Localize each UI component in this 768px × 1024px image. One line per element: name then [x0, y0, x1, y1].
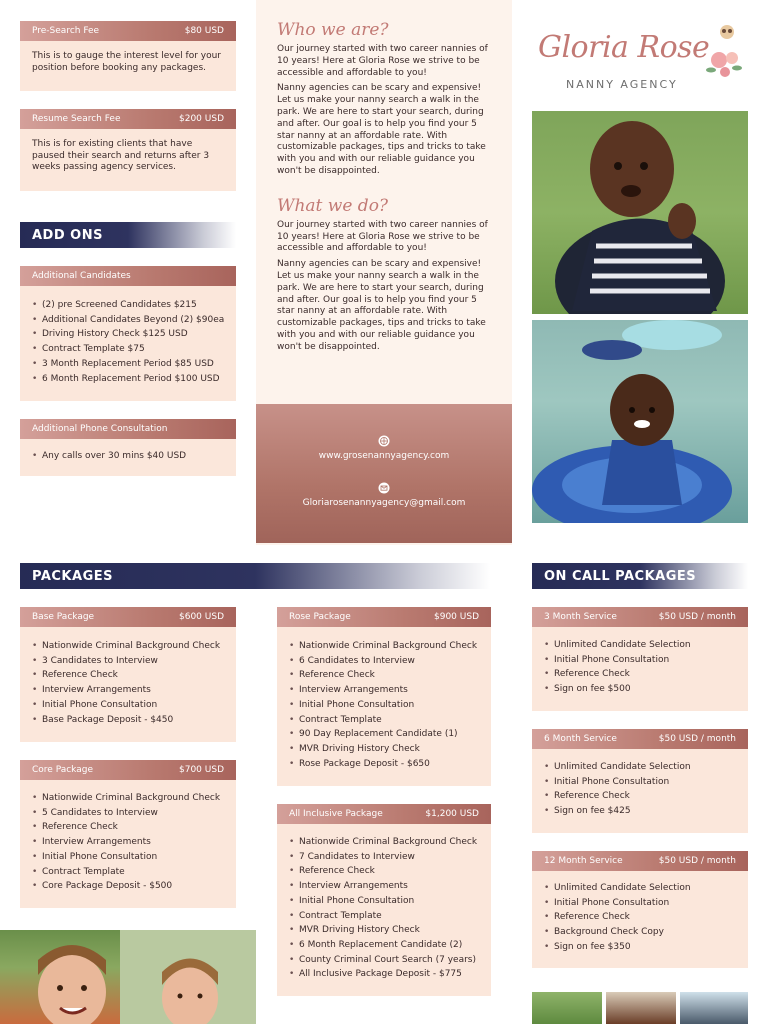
- list-item: • Nationwide Criminal Background Check: [289, 639, 481, 654]
- logo-wordmark: Gloria Rose: [538, 30, 710, 65]
- package-title: Core Package: [32, 765, 93, 775]
- list-item: • Initial Phone Consultation: [544, 653, 738, 668]
- list-item: • 90 Day Replacement Candidate (1): [289, 727, 481, 742]
- list-item: • Interview Arrangements: [289, 683, 481, 698]
- photo-thumb-child: [606, 992, 676, 1024]
- packages-title: PACKAGES: [20, 563, 490, 589]
- photo-thumb-bike: [532, 992, 602, 1024]
- list-item: • Core Package Deposit - $500: [32, 879, 226, 894]
- list-item: • MVR Driving History Check: [289, 923, 481, 938]
- pre-search-fee-header: [20, 21, 236, 41]
- what-paragraph-2: Nanny agencies can be scary and expensive! Let us make your nanny search a walk in the park. We are here to start your search, during and after. Our goal is to help you find your 5 star nanny at an affordable rate. With customizable packages, tips and tricks to take with you and with our reliable guidance you won't be disappointed.: [277, 259, 486, 352]
- list-item: • Interview Arrangements: [32, 683, 226, 698]
- fee-price: $80 USD: [184, 26, 224, 36]
- base-package-header: [20, 607, 236, 627]
- service-price: $50 USD / month: [658, 856, 736, 866]
- twelve-month-service-body: [532, 871, 748, 968]
- list-item: • 3 Candidates to Interview: [32, 654, 226, 669]
- addon-title: Additional Phone Consultation: [32, 424, 168, 434]
- base-package-body: [20, 627, 236, 742]
- list-item: • County Criminal Court Search (7 years): [289, 953, 481, 968]
- who-we-are-heading: Who we are?: [277, 20, 389, 40]
- list-item: • Reference Check: [289, 864, 481, 879]
- list-item: • Initial Phone Consultation: [544, 896, 738, 911]
- list-item: • Reference Check: [544, 910, 738, 925]
- package-title: All Inclusive Package: [289, 809, 383, 819]
- list-item: • Sign on fee $500: [544, 682, 738, 697]
- service-price: $50 USD / month: [658, 612, 736, 622]
- mail-icon: [378, 482, 390, 494]
- about-column: [256, 0, 512, 404]
- core-package-body: [20, 780, 236, 908]
- phone-consultation-header: [20, 419, 236, 439]
- flower-icon: [705, 20, 745, 80]
- list-item: • Reference Check: [289, 668, 481, 683]
- list-item: • Additional Candidates Beyond (2) $90ea: [32, 313, 226, 328]
- fee-title: Resume Search Fee: [32, 114, 121, 124]
- list-item: • Interview Arrangements: [289, 879, 481, 894]
- fee-description: This is to gauge the interest level for your position before booking any packages.: [32, 51, 221, 73]
- contact-block: [256, 404, 512, 543]
- package-price: $1,200 USD: [425, 809, 479, 819]
- fee-price: $200 USD: [179, 114, 224, 124]
- list-item: • Initial Phone Consultation: [544, 775, 738, 790]
- three-month-service-body: [532, 627, 748, 711]
- logo: [530, 20, 745, 96]
- list-item: • Reference Check: [32, 820, 226, 835]
- list-item: • 3 Month Replacement Period $85 USD: [32, 357, 226, 372]
- service-title: 12 Month Service: [544, 856, 623, 866]
- addon-title: Additional Candidates: [32, 271, 131, 281]
- package-price: $700 USD: [179, 765, 224, 775]
- additional-candidates-header: [20, 266, 236, 286]
- service-title: 6 Month Service: [544, 734, 617, 744]
- service-title: 3 Month Service: [544, 612, 617, 622]
- list-item: • Initial Phone Consultation: [32, 698, 226, 713]
- list-item: • Contract Template: [289, 713, 481, 728]
- list-item: • Sign on fee $350: [544, 940, 738, 955]
- fee-description: This is for existing clients that have paused their search and returns after 3 weeks passing agency services.: [32, 139, 210, 172]
- list-item: • 5 Candidates to Interview: [32, 806, 226, 821]
- pre-search-fee-body: [20, 41, 236, 91]
- six-month-service-body: [532, 749, 748, 833]
- three-month-service-header: [532, 607, 748, 627]
- photo-thumb-outdoor: [680, 992, 748, 1024]
- what-we-do-heading: What we do?: [277, 195, 389, 216]
- photo-toddler-park: [532, 111, 748, 314]
- list-item: • Contract Template: [289, 909, 481, 924]
- list-item: • Unlimited Candidate Selection: [544, 638, 738, 653]
- on-call-packages-title: ON CALL PACKAGES: [532, 563, 748, 589]
- all-inclusive-package-header: [277, 804, 491, 824]
- list-item: • 6 Month Replacement Candidate (2): [289, 938, 481, 953]
- list-item: • Background Check Copy: [544, 925, 738, 940]
- six-month-service-header: [532, 729, 748, 749]
- list-item: • Nationwide Criminal Background Check: [32, 639, 226, 654]
- list-item: • Initial Phone Consultation: [32, 850, 226, 865]
- list-item: • Rose Package Deposit - $650: [289, 757, 481, 772]
- list-item: • Contract Template: [32, 865, 226, 880]
- additional-candidates-body: [20, 286, 236, 401]
- list-item: • Nationwide Criminal Background Check: [289, 835, 481, 850]
- all-inclusive-package-body: [277, 824, 491, 996]
- photo-boys-playground: [0, 930, 256, 1024]
- list-item: • Interview Arrangements: [32, 835, 226, 850]
- list-item: • Base Package Deposit - $450: [32, 713, 226, 728]
- globe-icon: [378, 435, 390, 447]
- twelve-month-service-header: [532, 851, 748, 871]
- list-item: • Reference Check: [544, 667, 738, 682]
- package-price: $600 USD: [179, 612, 224, 622]
- list-item: • All Inclusive Package Deposit - $775: [289, 967, 481, 982]
- service-price: $50 USD / month: [658, 734, 736, 744]
- list-item: • (2) pre Screened Candidates $215: [32, 298, 226, 313]
- rose-package-body: [277, 627, 491, 786]
- phone-consultation-body: [20, 439, 236, 476]
- list-item: • Contract Template $75: [32, 342, 226, 357]
- what-paragraph-1: Our journey started with two career nannies of 10 years! Here at Gloria Rose we strive to be accessible and affordable to you!: [277, 219, 488, 254]
- rose-package-header: [277, 607, 491, 627]
- list-item: • 7 Candidates to Interview: [289, 850, 481, 865]
- list-item: • 6 Month Replacement Period $100 USD: [32, 372, 226, 387]
- resume-search-fee-body: [20, 129, 236, 191]
- fee-title: Pre-Search Fee: [32, 26, 100, 36]
- list-item: • Initial Phone Consultation: [289, 698, 481, 713]
- list-item: • Reference Check: [544, 789, 738, 804]
- photo-girl-pool: [532, 320, 748, 523]
- list-item: • Sign on fee $425: [544, 804, 738, 819]
- package-title: Rose Package: [289, 612, 351, 622]
- core-package-header: [20, 760, 236, 780]
- website-link[interactable]: www.grosenannyagency.com: [318, 451, 450, 461]
- list-item: • Reference Check: [32, 668, 226, 683]
- package-price: $900 USD: [434, 612, 479, 622]
- resume-search-fee-header: [20, 109, 236, 129]
- list-item: • 6 Candidates to Interview: [289, 654, 481, 669]
- add-ons-title: ADD ONS: [20, 222, 236, 248]
- who-paragraph-2: Nanny agencies can be scary and expensive! Let us make your nanny search a walk in the park. We are here to start your search, during and after. Our goal is to help you find your 5 star nanny at an affordable rate. With customizable packages, tips and tricks to take with you and with our reliable guidance you won't be disappointed.: [277, 83, 486, 176]
- email-link[interactable]: Gloriarosenannyagency@gmail.com: [302, 498, 466, 508]
- package-title: Base Package: [32, 612, 95, 622]
- who-paragraph-1: Our journey started with two career nannies of 10 years! Here at Gloria Rose we strive to be accessible and affordable to you!: [277, 44, 488, 78]
- list-item: • MVR Driving History Check: [289, 742, 481, 757]
- list-item: • Any calls over 30 mins $40 USD: [32, 449, 226, 464]
- list-item: • Driving History Check $125 USD: [32, 327, 226, 342]
- list-item: • Unlimited Candidate Selection: [544, 881, 738, 896]
- logo-tagline: NANNY AGENCY: [566, 78, 678, 91]
- list-item: • Unlimited Candidate Selection: [544, 760, 738, 775]
- list-item: • Initial Phone Consultation: [289, 894, 481, 909]
- list-item: • Nationwide Criminal Background Check: [32, 791, 226, 806]
